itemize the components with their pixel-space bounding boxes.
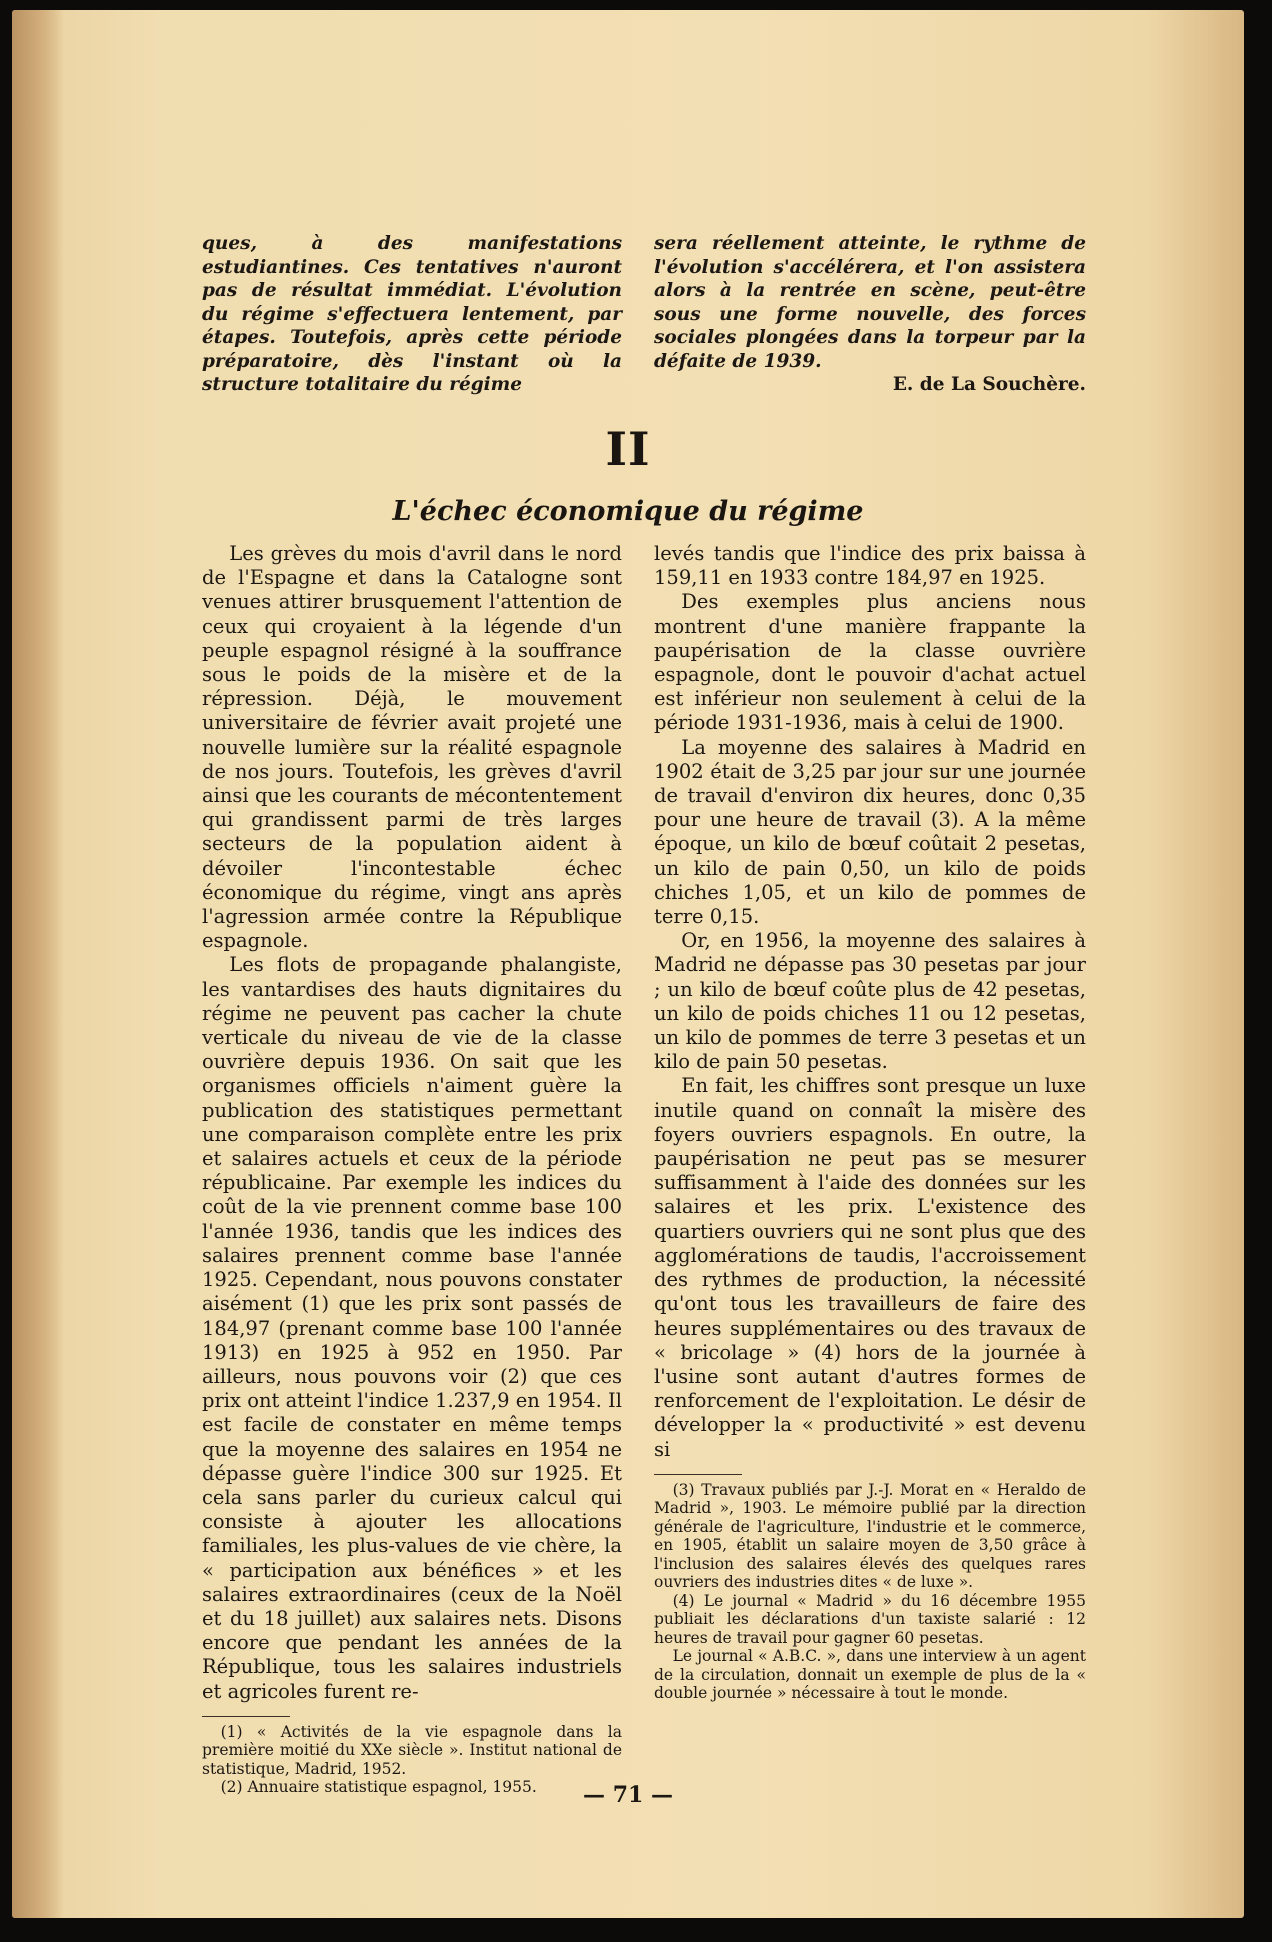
footnote: Le journal « A.B.C. », dans une interview à un agent de la circulation, donnait un exemple de plus de la « double journée » nécessaire à tout le monde. bbox=[654, 1647, 1086, 1703]
page-gutter bbox=[12, 10, 64, 1918]
section-title: L'échec économique du régime bbox=[392, 496, 864, 527]
previous-section-left-fragment bbox=[202, 232, 622, 397]
footnote-divider bbox=[202, 1716, 290, 1717]
previous-section-right-fragment bbox=[654, 232, 1086, 397]
right-paragraph: levés tandis que l'indice des prix baissa à 159,11 en 1933 contre 184,97 en 1925. bbox=[654, 542, 1086, 590]
author-signature: E. de La Souchère. bbox=[892, 374, 1086, 395]
previous-section-right-text: sera réellement atteinte, le rythme de l'évolution s'accélérera, et l'on assistera alors à la rentrée en scène, peut-être sous une forme nouvelle, des forces sociales plongées dans la torpeur par la défaite de 1939. bbox=[654, 233, 1086, 372]
footnote: (1) « Activités de la vie espagnole dans la première moitié du XXe siècle ». Institut national de statistique, Madrid, 1952. bbox=[202, 1722, 622, 1778]
footnote: (4) Le journal « Madrid » du 16 décembre 1955 publiait les déclarations d'un taxiste salarié : 12 heures de travail pour gagner 60 pesetas. bbox=[654, 1591, 1086, 1647]
page-number: — 71 — bbox=[583, 1782, 673, 1808]
right-paragraph: Des exemples plus anciens nous montrent d'une manière frappante la paupérisation de la classe ouvrière espagnole, dont le pouvoir d'achat actuel est inférieur non seulement à celui de la période 1931-1936, mais à celui de 1900. bbox=[654, 590, 1086, 735]
left-column bbox=[202, 542, 622, 1797]
previous-section-left-text: ques, à des manifestations estudiantines. Ces tentatives n'auront pas de résultat immédiat. L'évolution du régime s'effectuera lentement, par étapes. Toutefois, après cette période préparatoire, dès l'instant où la structure totalitaire du régime bbox=[202, 233, 622, 395]
section-numeral: II bbox=[605, 422, 651, 476]
left-paragraph: Les grèves du mois d'avril dans le nord de l'Espagne et dans la Catalogne sont venues attirer brusquement l'attention de ceux qui croyaient à la légende d'un peuple espagnol résigné à la souffrance sous le poids de la misère et de la répression. Déjà, le mouvement universitaire de février avait projeté une nouvelle lumière sur la réalité espagnole de nos jours. Toutefois, les grèves d'avril ainsi que les courants de mécontentement qui grandissent parmi de très larges secteurs de la population aident à dévoiler l'incontestable échec économique du régime, vingt ans après l'agression armée contre la République espagnole. bbox=[202, 542, 622, 953]
footnote-divider bbox=[654, 1474, 742, 1475]
right-paragraph: En fait, les chiffres sont presque un luxe inutile quand on connaît la misère des foyers ouvriers espagnols. En outre, la paupérisation ne peut pas se mesurer suffisamment à l'aide des données sur les salaires et les prix. L'existence des quartiers ouvriers qui ne sont plus que des agglomérations de taudis, l'accroissement des rythmes de production, la nécessité qu'ont tous les travailleurs de faire des heures supplémentaires ou des travaux de « bricolage » (4) hors de la journée à l'usine sont autant d'autres formes de renforcement de l'exploitation. Le désir de développer la « productivité » est devenu si bbox=[654, 1074, 1086, 1461]
right-paragraph: La moyenne des salaires à Madrid en 1902 était de 3,25 par jour sur une journée de travail d'environ dix heures, donc 0,35 pour une heure de travail (3). A la même époque, un kilo de bœuf coûtait 2 pesetas, un kilo de pain 0,50, un kilo de poids chiches 1,05, et un kilo de pommes de terre 0,15. bbox=[654, 735, 1086, 929]
right-column bbox=[654, 542, 1086, 1703]
magazine-page bbox=[12, 10, 1244, 1918]
left-paragraph: Les flots de propagande phalangiste, les vantardises des hauts dignitaires du régime ne peuvent pas cacher la chute verticale du niveau de vie de la classe ouvrière depuis 1936. On sait que les organismes officiels n'aiment guère la publication des statistiques permettant une comparaison complète entre les prix et salaires actuels et ceux de la période républicaine. Par exemple les indices du coût de la vie prennent comme base 100 l'année 1936, tandis que les indices des salaires prennent comme base l'année 1925. Cependant, nous pouvons constater aisément (1) que les prix sont passés de 184,97 (prenant comme base 100 l'année 1913) en 1925 à 952 en 1950. Par ailleurs, nous pouvons voir (2) que ces prix ont atteint l'indice 1.237,9 en 1954. Il est facile de constater en même temps que la moyenne des salaires en 1954 ne dépasse guère l'indice 300 sur 1925. Et cela sans parler du curieux calcul qui consiste à ajouter les allocations familiales, les plus-values de vie chère, la « participation aux bénéfices » et les salaires extraordinaires (ceux de la Noël et du 18 juillet) aux salaires nets. Disons encore que pendant les années de la République, tous les salaires industriels et agricoles furent re- bbox=[202, 953, 622, 1703]
right-footnotes bbox=[654, 1481, 1086, 1703]
footnote: (3) Travaux publiés par J.-J. Morat en « Heraldo de Madrid », 1903. Le mémoire publié par la direction générale de l'agriculture, l'industrie et le commerce, en 1905, établit un salaire moyen de 3,50 grâce à l'inclusion des salaires élevés des quelques rares ouvriers des industries dites « de luxe ». bbox=[654, 1480, 1086, 1592]
footnote: (2) Annuaire statistique espagnol, 1955. bbox=[220, 1778, 537, 1797]
right-paragraph: Or, en 1956, la moyenne des salaires à Madrid ne dépasse pas 30 pesetas par jour ; un kilo de bœuf coûte plus de 42 pesetas, un kilo de poids chiches 11 ou 12 pesetas, un kilo de pommes de terre 3 pesetas et un kilo de pain 50 pesetas. bbox=[654, 929, 1086, 1074]
